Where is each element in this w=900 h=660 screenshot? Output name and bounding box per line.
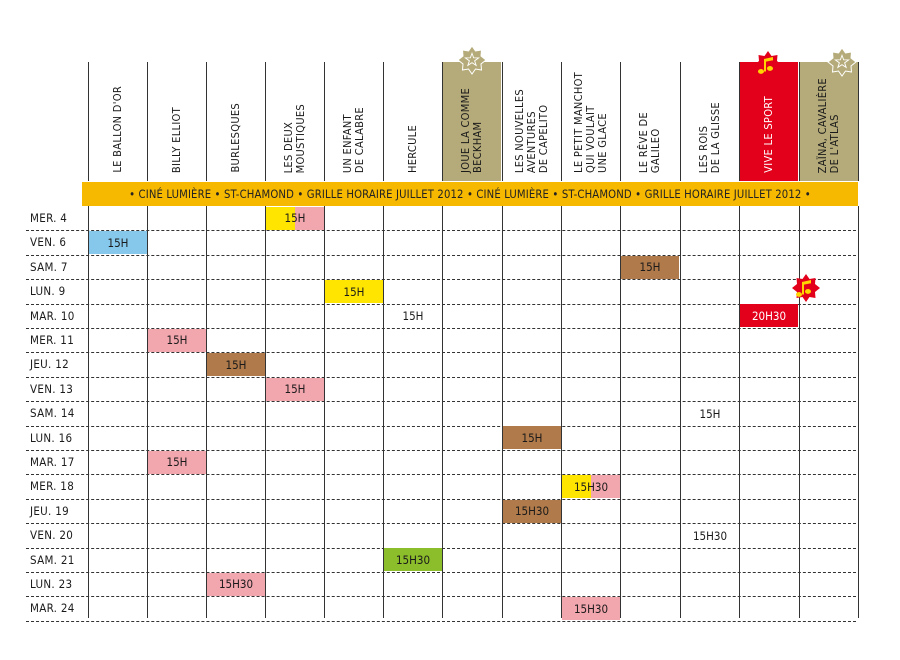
row-divider — [26, 426, 856, 427]
film-column-header — [88, 62, 147, 181]
film-title: LES NOUVELLES AVENTURES DE CAPELITO — [513, 88, 550, 173]
column-divider — [265, 206, 266, 618]
screening-time: 15H — [266, 378, 324, 401]
screening-time: 15H30 — [384, 548, 442, 571]
film-title: LES ROIS DE LA GLISSE — [697, 101, 722, 173]
column-divider — [739, 206, 740, 618]
day-label: VEN. 20 — [30, 528, 74, 543]
film-column-header — [147, 62, 206, 181]
screening-time: 15H — [402, 308, 424, 323]
row-divider — [26, 474, 856, 475]
row-divider — [26, 596, 856, 597]
column-divider — [561, 206, 562, 618]
row-divider — [26, 279, 856, 280]
column-divider — [799, 206, 800, 618]
film-title-wrap — [384, 58, 442, 173]
screening-time: 15H30 — [562, 475, 620, 498]
film-title-wrap — [503, 58, 561, 173]
day-label: SAM. 21 — [30, 552, 75, 567]
music-note-icon — [753, 50, 783, 84]
schedule-banner: • CINÉ LUMIÈRE • ST-CHAMOND • GRILLE HORAIRE JUILLET 2012 • CINÉ LUMIÈRE • ST-CHAMOND • GRILLE HORAIRE JUILLET 2012 • — [82, 182, 858, 206]
header-right-edge — [858, 62, 859, 181]
music-note-icon — [791, 273, 821, 307]
screening-time: 15H — [325, 280, 383, 303]
day-label: LUN. 23 — [30, 577, 73, 591]
film-title: ZAÏNA, CAVALIÈRE DE L'ATLAS — [816, 77, 841, 173]
screening-time: 20H30 — [740, 304, 798, 327]
film-title-wrap — [681, 58, 739, 173]
column-divider — [147, 206, 148, 618]
day-label: MAR. 24 — [30, 601, 75, 616]
film-title: JOUE LA COMME BECKHAM — [459, 88, 484, 173]
film-column-header — [324, 62, 383, 181]
film-title: VIVE LE SPORT — [762, 96, 775, 173]
film-title: LE BALLON D'OR — [111, 86, 124, 173]
screening-time: 15H — [699, 406, 721, 421]
film-title-wrap — [325, 58, 383, 173]
day-label: SAM. 14 — [30, 406, 75, 421]
film-column-header — [502, 62, 561, 181]
star-badge-icon — [827, 47, 857, 81]
film-title-wrap — [89, 58, 147, 173]
row-divider — [26, 352, 856, 353]
screening-time: 15H — [148, 451, 206, 474]
day-label: LUN. 9 — [30, 284, 66, 299]
screening-time: 15H30 — [562, 597, 620, 620]
day-label: MER. 18 — [30, 479, 75, 494]
film-column-header — [680, 62, 739, 181]
row-divider — [26, 377, 856, 378]
row-divider — [26, 499, 856, 500]
film-title: UN ENFANT DE CALABRE — [341, 106, 366, 173]
column-divider — [88, 206, 89, 618]
film-title: HERCULE — [406, 124, 419, 173]
screening-time: 15H30 — [207, 573, 265, 596]
column-divider — [206, 206, 207, 618]
day-label: MAR. 10 — [30, 308, 75, 323]
day-label: MER. 11 — [30, 333, 75, 347]
star-badge-icon — [457, 45, 487, 79]
day-label: JEU. 19 — [30, 503, 69, 518]
film-column-header — [442, 62, 501, 181]
film-column-header — [561, 62, 620, 181]
column-divider — [858, 206, 859, 618]
film-title-wrap — [207, 58, 265, 173]
screening-time: 15H — [148, 329, 206, 352]
screening-time: 15H — [503, 426, 561, 449]
film-title-wrap — [621, 58, 679, 173]
film-column-header — [383, 62, 442, 181]
screening-time: 15H30 — [692, 528, 728, 543]
day-label: JEU. 12 — [30, 357, 69, 372]
day-label: SAM. 7 — [30, 259, 68, 274]
film-title-wrap — [562, 58, 620, 173]
day-label: VEN. 13 — [30, 381, 74, 396]
screening-time: 15H — [207, 353, 265, 376]
film-title-wrap — [148, 58, 206, 173]
film-title: BILLY ELLIOT — [170, 106, 183, 173]
row-divider — [26, 255, 856, 256]
screening-time: 15H — [266, 207, 324, 230]
film-title: LE RÊVE DE GALILEO — [637, 111, 662, 173]
day-label: VEN. 6 — [30, 235, 67, 250]
film-column-header — [206, 62, 265, 181]
film-column-header — [620, 62, 679, 181]
film-title: LE PETIT MANCHOT QUI VOULAIT UNE GLACE — [572, 72, 609, 173]
screening-time: 15H30 — [503, 500, 561, 523]
column-divider — [502, 206, 503, 618]
row-divider — [26, 230, 856, 231]
film-column-header — [265, 62, 324, 181]
screening-time: 15H — [89, 231, 147, 254]
day-label: MER. 4 — [30, 211, 68, 225]
screening-time: 15H — [621, 256, 679, 279]
column-divider — [324, 206, 325, 618]
film-title: BURLESQUES — [229, 103, 242, 173]
day-label: LUN. 16 — [30, 430, 73, 445]
film-title: LES DEUX MOUSTIQUES — [282, 103, 307, 173]
day-label: MAR. 17 — [30, 455, 75, 469]
row-divider — [26, 621, 856, 622]
film-title-wrap — [266, 58, 324, 173]
row-divider — [26, 572, 856, 573]
column-divider — [442, 206, 443, 618]
